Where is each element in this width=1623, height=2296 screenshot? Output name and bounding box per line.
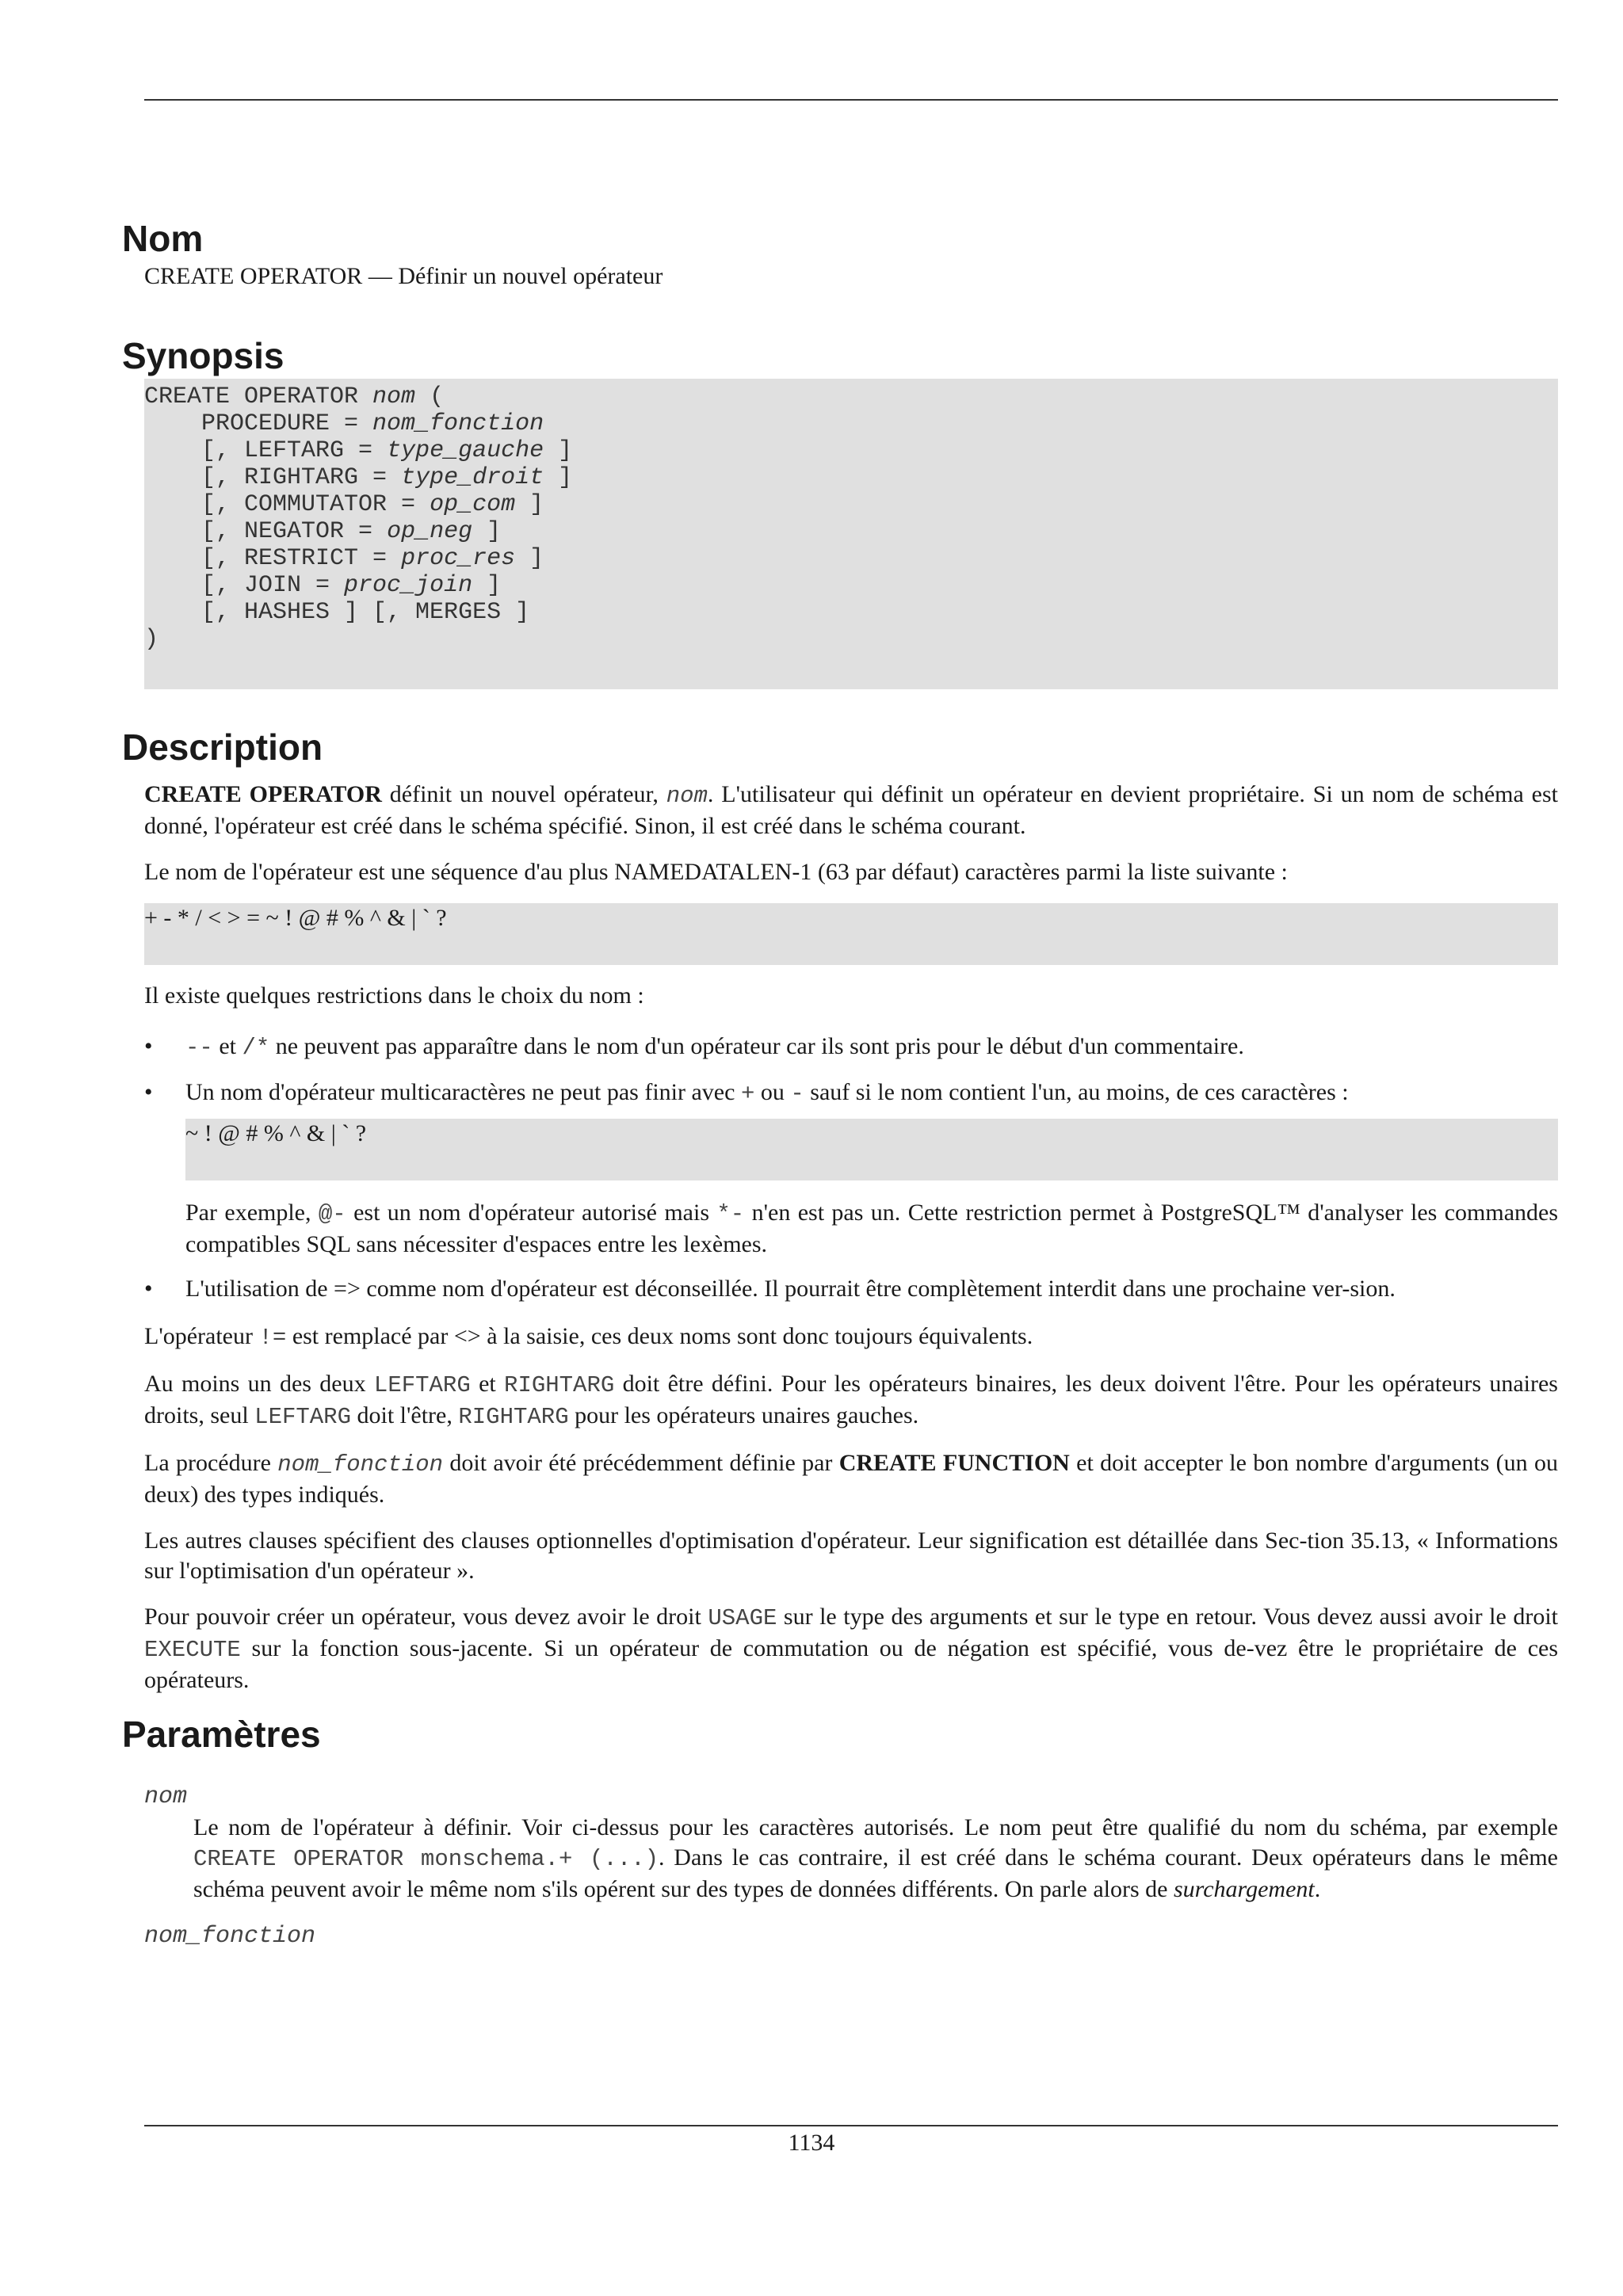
text: Un nom d'opérateur multicaractères ne peut pas finir avec: [185, 1079, 741, 1105]
text: Pour pouvoir créer un opérateur, vous devez avoir le droit: [144, 1604, 708, 1630]
list-item: [144, 1274, 1558, 1304]
text: est remplacé par <> à la saisie, ces deux noms sont donc toujours équivalents.: [286, 1323, 1033, 1349]
code-inline: RIGHTARG: [458, 1404, 569, 1430]
description-paragraph: [144, 780, 1558, 841]
code-inline: +: [740, 1081, 755, 1107]
code-inline: /*: [242, 1035, 270, 1061]
code-inline: LEFTARG: [254, 1404, 351, 1430]
synopsis-line: [144, 545, 1558, 572]
code-inline: LEFTARG: [373, 1372, 471, 1398]
synopsis-code-block: [144, 379, 1558, 689]
text: doit être défini. Pour les opérateurs binaires, les deux doivent l'être. Pour les opérateurs unaires droits, seul: [144, 1371, 1558, 1428]
section-heading-parametres: Paramètres: [122, 1714, 321, 1755]
header-rule: [144, 99, 1558, 101]
text: n'en est pas un. Cette restriction permet à PostgreSQL™ d'analyser les commandes compatibles SQL sans nécessiter d'espaces entre les lexèmes.: [185, 1199, 1559, 1257]
code-inline: -: [790, 1081, 804, 1107]
text: sauf si le nom contient l'un, au moins, de ces caractères :: [804, 1079, 1349, 1105]
command-summary: CREATE OPERATOR — Définir un nouvel opérateur: [144, 263, 663, 289]
text: Le nom de l'opérateur à définir. Voir ci-dessus pour les caractères autorisés. Le nom peut être qualifié du nom du schéma, par exemple: [193, 1814, 1558, 1840]
code-placeholder: proc_res: [401, 545, 516, 572]
code-inline: !=: [258, 1325, 287, 1351]
code-text: [, HASHES ] [, MERGES ]: [144, 599, 530, 626]
code-inline: CREATE OPERATOR monschema.+ (...): [193, 1846, 659, 1872]
parameter-list: [144, 1781, 1558, 1952]
parameter-term: nom: [144, 1783, 188, 1810]
allowed-characters-box: + - * / < > = ~ ! @ # % ^ & | ` ?: [144, 903, 1558, 965]
code-placeholder: proc_join: [344, 572, 473, 599]
text: est un nom d'opérateur autorisé mais: [346, 1199, 717, 1226]
operator-name-paragraph: Le nom de l'opérateur est une séquence d'au plus NAMEDATALEN-1 (63 par défaut) caractères parmi la liste suivante :: [144, 859, 1288, 885]
code-text: [, RESTRICT =: [144, 545, 402, 572]
code-text: [, COMMUTATOR =: [144, 491, 430, 518]
special-characters-box: ~ ! @ # % ^ & | ` ?: [185, 1119, 1558, 1180]
code-text: ]: [472, 572, 502, 599]
section-heading-description: Description: [122, 727, 323, 768]
not-equal-paragraph: [144, 1322, 1558, 1353]
page-content: [122, 215, 1558, 1952]
text: doit l'être,: [351, 1402, 459, 1428]
code-inline: RIGHTARG: [504, 1372, 615, 1398]
bullet-icon: •: [144, 1033, 153, 1059]
text: L'utilisation de => comme nom d'opérateur est déconseillée. Il pourrait être complètement interdit dans une prochaine ver-sion.: [185, 1276, 1396, 1302]
text: et doit accepter le bon nombre d'arguments (un ou deux) des types indiqués.: [144, 1450, 1558, 1508]
text: sur la fonction sous-jacente. Si un opérateur de commutation ou de négation est spécifié, vous de-vez être le propriétaire de ces opérateurs.: [144, 1635, 1558, 1693]
code-inline: *-: [716, 1201, 745, 1227]
restrictions-list: [144, 1032, 1558, 1304]
synopsis-line: [144, 410, 1558, 437]
text: définit un nouvel opérateur,: [381, 781, 666, 807]
code-text: PROCEDURE =: [144, 410, 373, 437]
code-placeholder: op_com: [430, 491, 516, 518]
text: et: [470, 1371, 505, 1397]
text: pour les opérateurs unaires gauches.: [568, 1402, 919, 1428]
section-heading-nom: Nom: [122, 218, 204, 259]
code-text: [, LEFTARG =: [144, 437, 388, 464]
bullet-icon: •: [144, 1079, 153, 1105]
text: sur le type des arguments et sur le type en retour. Vous devez aussi avoir le droit: [777, 1604, 1558, 1630]
code-placeholder: op_neg: [387, 518, 473, 545]
emphasis: surchargement: [1174, 1876, 1315, 1902]
text: ou: [754, 1079, 791, 1105]
synopsis-line: [144, 518, 1558, 545]
code-inline: EXECUTE: [144, 1637, 241, 1663]
list-item: [144, 1032, 1558, 1063]
synopsis-line: [144, 626, 1558, 653]
text: doit avoir été précédemment définie par: [443, 1450, 839, 1476]
text: et: [212, 1033, 242, 1059]
list-item: [144, 1077, 1558, 1260]
parameter-term: nom_fonction: [144, 1923, 316, 1950]
synopsis-line: [144, 464, 1558, 491]
code-text: ]: [544, 464, 573, 491]
text: .: [1314, 1876, 1321, 1902]
example-paragraph: [185, 1198, 1558, 1260]
code-placeholder: nom: [372, 383, 416, 410]
synopsis-line: [144, 437, 1558, 464]
code-text: ]: [515, 545, 544, 572]
synopsis-line: [144, 383, 1558, 410]
code-text: CREATE OPERATOR: [144, 383, 373, 410]
bullet-icon: •: [144, 1276, 153, 1302]
code-text: [, NEGATOR =: [144, 518, 388, 545]
restrictions-intro: Il existe quelques restrictions dans le choix du nom :: [144, 982, 644, 1009]
section-heading-synopsis: Synopsis: [122, 335, 285, 376]
code-inline: USAGE: [708, 1605, 777, 1631]
text: L'opérateur: [144, 1323, 259, 1349]
code-text: [, RIGHTARG =: [144, 464, 402, 491]
text: ne peuvent pas apparaître dans le nom d'un opérateur car ils sont pris pour le début d'un commentaire.: [269, 1033, 1244, 1059]
code-text: [, JOIN =: [144, 572, 345, 599]
code-placeholder: nom_fonction: [372, 410, 544, 437]
text: La procédure: [144, 1450, 278, 1476]
text: Au moins un des deux: [144, 1371, 374, 1397]
code-placeholder: type_gauche: [387, 437, 544, 464]
text: Par exemple,: [185, 1199, 319, 1226]
parameter-code: nom_fonction: [277, 1451, 444, 1478]
synopsis-line: [144, 491, 1558, 518]
code-placeholder: type_droit: [401, 464, 544, 491]
procedure-paragraph: [144, 1448, 1558, 1510]
page-number: 1134: [788, 2130, 835, 2156]
text: . Dans le cas contraire, il est créé dans le schéma courant. Deux opérateurs dans le même schéma peuvent avoir le même nom s'ils opérent sur des types de données différents. On parle alors de: [193, 1844, 1558, 1902]
optimization-paragraph: Les autres clauses spécifient des clauses optionnelles d'optimisation d'opérateur. Leur signification est détaillée dans Sec-tion 35.13, « Informations sur l'optimisation d'un opérateur ».: [144, 1527, 1558, 1584]
code-text: ]: [472, 518, 502, 545]
command-name-bold: CREATE FUNCTION: [838, 1450, 1070, 1476]
code-text: (: [415, 383, 445, 410]
text: . L'utilisateur qui définit un opérateur en devient propriétaire. Si un nom de schéma est donné, l'opérateur est créé dans le schéma spécifié. Sinon, il est créé dans le schéma courant.: [144, 781, 1558, 839]
parameter-code: nom: [666, 783, 708, 809]
arg-paragraph: [144, 1369, 1558, 1432]
synopsis-line: [144, 599, 1558, 626]
code-inline: --: [185, 1035, 213, 1061]
code-text: ]: [544, 437, 573, 464]
command-name-bold: CREATE OPERATOR: [144, 781, 382, 807]
synopsis-line: [144, 572, 1558, 599]
code-inline: @-: [318, 1201, 346, 1227]
code-text: ): [144, 626, 159, 653]
privileges-paragraph: [144, 1602, 1558, 1695]
parameter-definition: [193, 1813, 1558, 1905]
code-text: ]: [515, 491, 544, 518]
